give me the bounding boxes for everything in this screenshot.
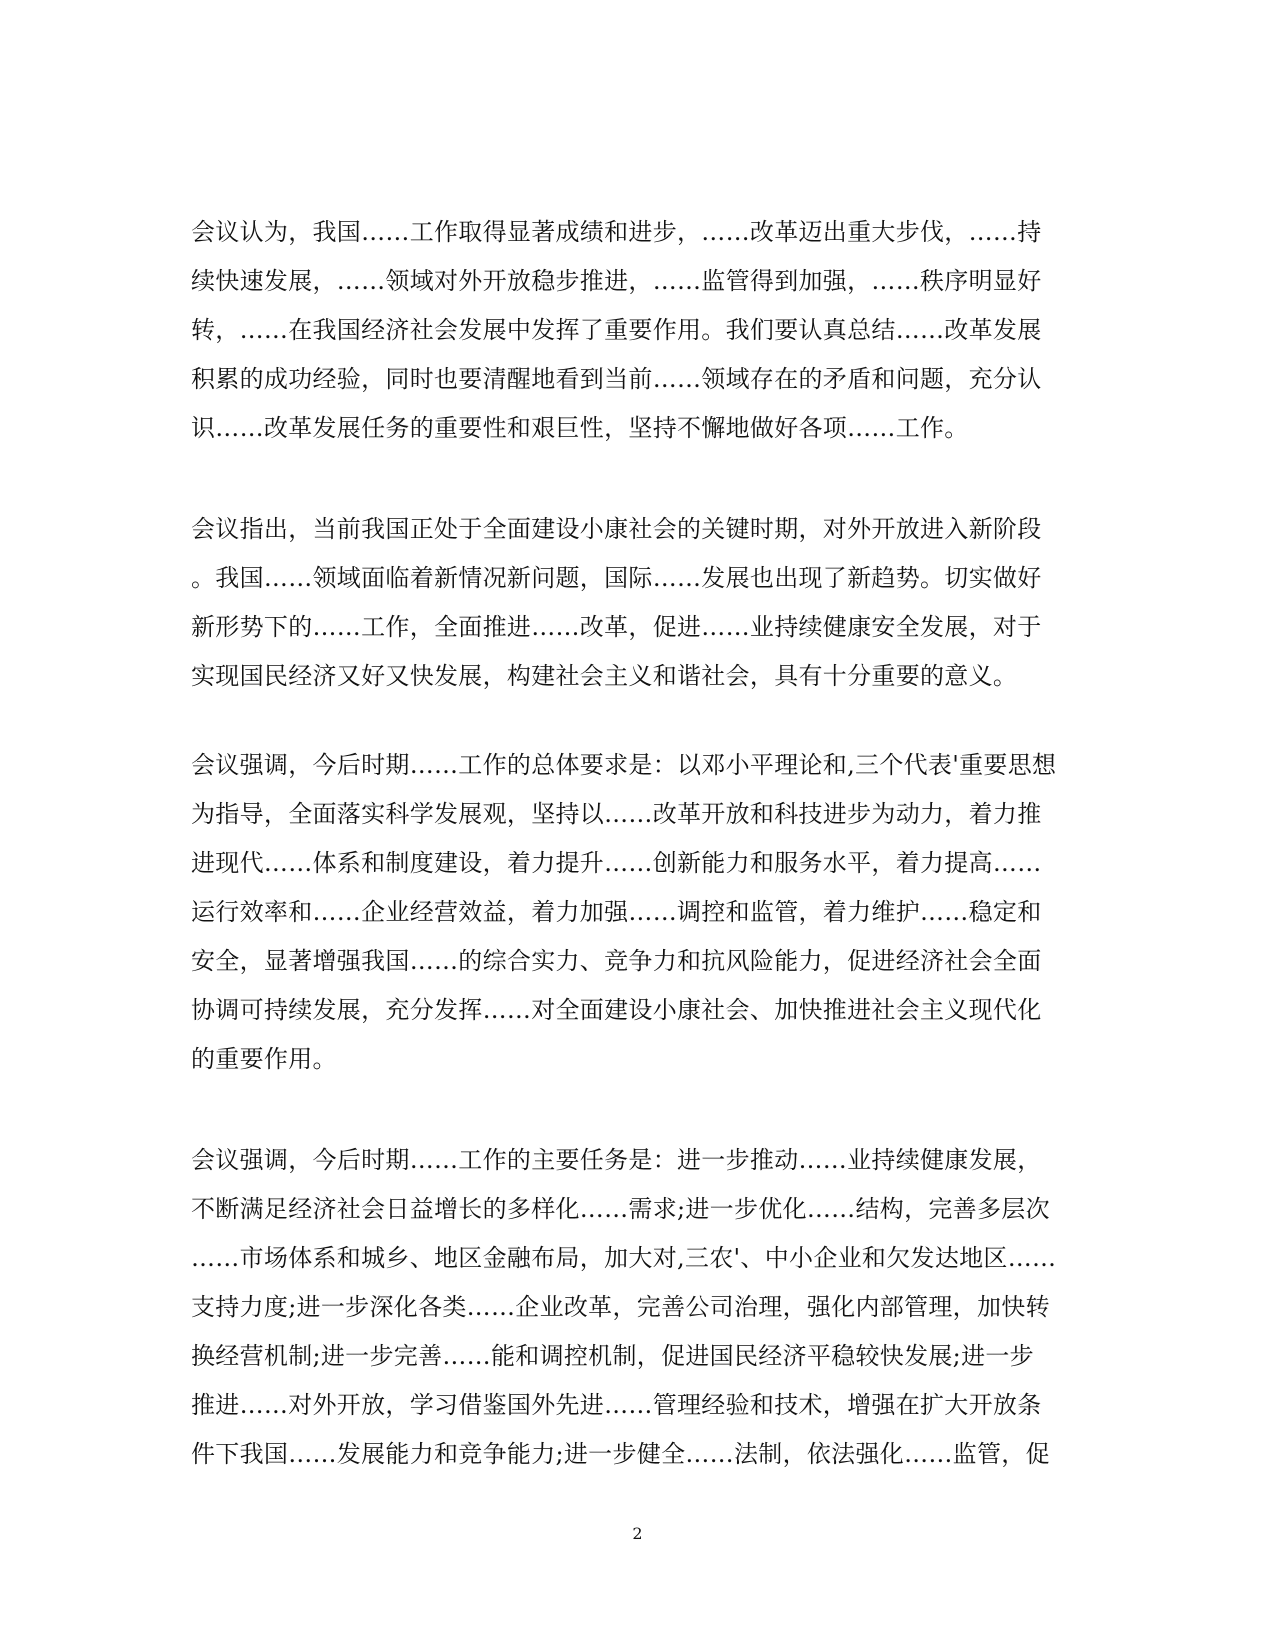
paragraph-line: 。我国……领域面临着新情况新问题，国际……发展也出现了新趋势。切实做好 (191, 564, 1042, 592)
paragraph-line: 的重要作用。 (191, 1045, 337, 1073)
paragraph-line: 积累的成功经验，同时也要清醒地看到当前……领域存在的矛盾和问题，充分认 (191, 365, 1042, 393)
paragraph-line: 会议强调，今后时期……工作的总体要求是：以邓小平理论和,三个代表'重要思想 (191, 751, 1057, 779)
paragraph-3 (191, 741, 1091, 1084)
paragraph-line: 识……改革发展任务的重要性和艰巨性，坚持不懈地做好各项……工作。 (191, 414, 969, 442)
paragraph-line: 推进……对外开放，学习借鉴国外先进……管理经验和技术，增强在扩大开放条 (191, 1391, 1042, 1419)
paragraph-line: 件下我国……发展能力和竞争能力;进一步健全……法制，依法强化……监管，促 (191, 1440, 1050, 1468)
paragraph-line: 进现代……体系和制度建设，着力提升……创新能力和服务水平，着力提高…… (191, 849, 1042, 877)
paragraph-line: 续快速发展，……领域对外开放稳步推进，……监管得到加强，……秩序明显好 (191, 267, 1042, 295)
paragraph-line: 会议指出，当前我国正处于全面建设小康社会的关键时期，对外开放进入新阶段 (191, 515, 1042, 543)
paragraph-line: 运行效率和……企业经营效益，着力加强……调控和监管，着力维护……稳定和 (191, 898, 1042, 926)
paragraph-line: 安全，显著增强我国……的综合实力、竞争力和抗风险能力，促进经济社会全面 (191, 947, 1042, 975)
paragraph-line: 会议强调，今后时期……工作的主要任务是：进一步推动……业持续健康发展， (191, 1146, 1042, 1174)
paragraph-1 (191, 208, 1091, 453)
paragraph-2 (191, 505, 1091, 701)
paragraph-line: 换经营机制;进一步完善……能和调控机制，促进国民经济平稳较快发展;进一步 (191, 1342, 1034, 1370)
paragraph-line: 支持力度;进一步深化各类……企业改革，完善公司治理，强化内部管理，加快转 (191, 1293, 1050, 1321)
paragraph-line: 不断满足经济社会日益增长的多样化……需求;进一步优化……结构，完善多层次 (191, 1195, 1050, 1223)
page-number: 2 (632, 1524, 643, 1543)
paragraph-line: 新形势下的……工作，全面推进……改革，促进……业持续健康安全发展，对于 (191, 613, 1042, 641)
paragraph-line: 实现国民经济又好又快发展，构建社会主义和谐社会，具有十分重要的意义。 (191, 662, 1018, 690)
paragraph-4 (191, 1136, 1091, 1479)
paragraph-line: ……市场体系和城乡、地区金融布局，加大对,三农'、中小企业和欠发达地区…… (191, 1244, 1057, 1272)
paragraph-line: 协调可持续发展，充分发挥……对全面建设小康社会、加快推进社会主义现代化 (191, 996, 1042, 1024)
paragraph-line: 会议认为，我国……工作取得显著成绩和进步，……改革迈出重大步伐，……持 (191, 218, 1042, 246)
paragraph-line: 为指导，全面落实科学发展观，坚持以……改革开放和科技进步为动力，着力推 (191, 800, 1042, 828)
paragraph-line: 转，……在我国经济社会发展中发挥了重要作用。我们要认真总结……改革发展 (191, 316, 1042, 344)
